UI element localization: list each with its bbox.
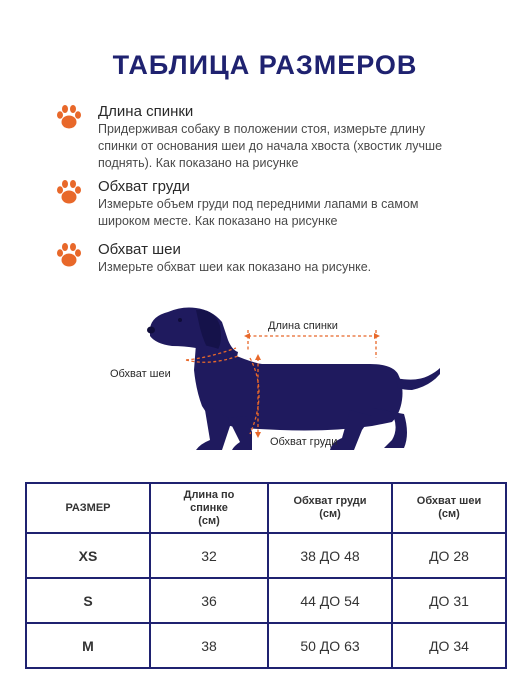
header-line: Длина по	[183, 488, 235, 501]
table-row	[26, 623, 506, 668]
neck-cell: ДО 28	[392, 533, 506, 578]
chest-girth-label: Обхват груди	[270, 436, 338, 448]
table-row	[26, 533, 506, 578]
instruction-chest	[54, 177, 494, 227]
instruction-neck	[54, 240, 494, 280]
header-neck	[392, 483, 506, 533]
instruction-line: Измерьте обхват шеи как показано на рисунке.	[98, 260, 372, 274]
neck-cell: ДО 31	[392, 578, 506, 623]
chest-cell: 50 ДО 63	[268, 623, 392, 668]
back-length-cell: 32	[150, 533, 268, 578]
paw-icon	[54, 102, 84, 132]
header-line: РАЗМЕР	[65, 501, 111, 514]
header-line: Обхват шеи	[416, 495, 482, 507]
header-line: Обхват груди	[293, 495, 367, 507]
header-line: (см)	[438, 508, 460, 520]
dog-measurement-diagram	[0, 300, 530, 470]
header-chest	[268, 483, 392, 533]
instruction-line: Придерживая собаку в положении стоя, измерьте длину	[98, 122, 426, 136]
back-length-cell: 38	[150, 623, 268, 668]
header-size	[26, 483, 150, 533]
paw-icon	[54, 177, 84, 207]
header-line: (см)	[198, 514, 220, 527]
instruction-line: Измерьте объем груди под передними лапами в самом	[98, 197, 419, 211]
chest-cell: 38 ДО 48	[268, 533, 392, 578]
size-cell: XS	[26, 533, 150, 578]
instruction-heading: Обхват груди	[98, 178, 190, 195]
header-back-length	[150, 483, 268, 533]
size-cell: S	[26, 578, 150, 623]
instruction-text	[98, 121, 498, 172]
chest-cell: 44 ДО 54	[268, 578, 392, 623]
back-length-label: Длина спинки	[268, 320, 338, 332]
header-line: спинке	[190, 501, 228, 514]
neck-cell: ДО 34	[392, 623, 506, 668]
size-table	[25, 482, 507, 669]
back-length-cell: 36	[150, 578, 268, 623]
instruction-line: поднять). Как показано на рисунке	[98, 156, 299, 170]
instruction-line: спинки от основания шеи до начала хвоста (хвостик лучше	[98, 139, 443, 153]
instruction-text	[98, 259, 498, 276]
table-row	[26, 578, 506, 623]
instruction-line: широком месте. Как показано на рисунке	[98, 214, 338, 228]
paw-icon	[54, 240, 84, 270]
instruction-back-length	[54, 102, 494, 170]
page-title: ТАБЛИЦА РАЗМЕРОВ	[112, 50, 418, 80]
size-cell: M	[26, 623, 150, 668]
instruction-text	[98, 196, 498, 230]
table-header-row	[26, 483, 506, 533]
instruction-heading: Обхват шеи	[98, 241, 181, 258]
neck-girth-label: Обхват шеи	[110, 368, 171, 380]
dachshund-illustration	[0, 300, 530, 470]
header-line: (см)	[319, 508, 341, 520]
instruction-heading: Длина спинки	[98, 103, 194, 120]
